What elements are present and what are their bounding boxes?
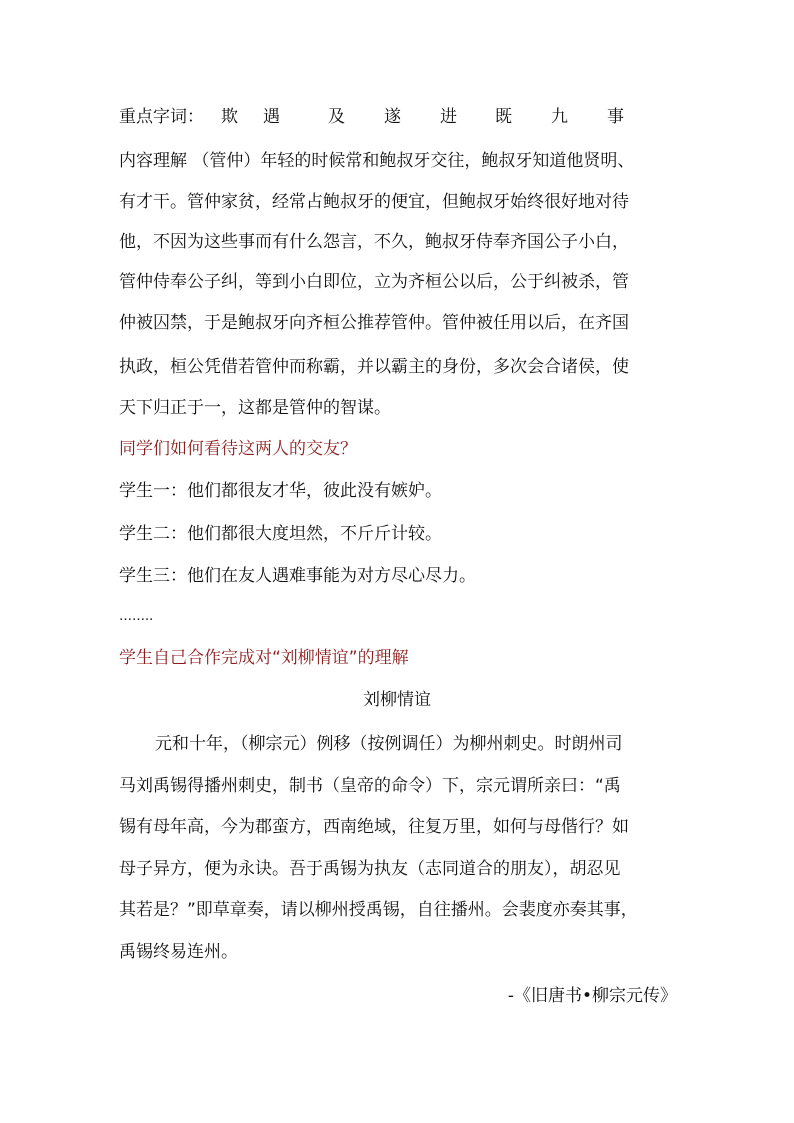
task-prompt: 学生自己合作完成对“刘柳情谊”的理解: [119, 648, 409, 668]
content-line: 管仲侍奉公子纠，等到小白即位，立为齐桓公以后，公于纠被杀，管: [119, 272, 629, 292]
passage-title: 刘柳情谊: [363, 690, 431, 710]
content-line: 天下归正于一，这都是管仲的智谋。: [119, 398, 391, 418]
content-line: 他，不因为这些事而有什么怨言，不久，鲍叔牙侍奉齐国公子小白，: [119, 232, 629, 252]
ellipsis: ……..: [119, 609, 154, 624]
passage-line: 马刘禹锡得播州刺史，制书（皇帝的命令）下，宗元谓所亲曰：“禹: [119, 776, 621, 796]
student-answer: 学生三：他们在友人遇难事能为对方尽心尽力。: [119, 566, 476, 586]
passage-line: 禹锡终易连州。: [119, 942, 238, 962]
content-line: 有才干。管仲家贫，经常占鲍叔牙的便宜，但鲍叔牙始终很好地对待: [119, 192, 629, 212]
discussion-question: 同学们如何看待这两人的交友？: [119, 439, 357, 459]
keyword: 遇: [263, 107, 280, 127]
passage-line: 锡有母年高，今为郡蛮方，西南绝域，往复万里，如何与母偕行？如: [119, 817, 629, 837]
content-line: 内容理解 （管仲）年轻的时候常和鲍叔牙交往，鲍叔牙知道他贤明、: [119, 151, 635, 171]
passage-line: 母子异方，便为永诀。吾于禹锡为执友（志同道合的朋友），胡忍见: [119, 859, 621, 879]
keyword: 进: [440, 107, 457, 127]
keyword: 既: [495, 107, 512, 127]
keyword: 欺: [221, 107, 238, 127]
passage-source: -《旧唐书•柳宗元传》: [507, 986, 677, 1006]
content-line: 执政，桓公凭借若管仲而称霸，并以霸主的身份，多次会合诸侯，使: [119, 357, 629, 377]
content-line: 仲被囚禁，于是鲍叔牙向齐桓公推荐管仲。管仲被任用以后，在齐国: [119, 313, 629, 333]
student-answer: 学生二：他们都很大度坦然，不斤斤计较。: [119, 524, 442, 544]
student-answer: 学生一：他们都很友才华，彼此没有嫉妒。: [119, 481, 442, 501]
keyword: 及: [328, 107, 345, 127]
passage-line: 其若是？”即草章奏，请以柳州授禹锡，自往播州。会裴度亦奏其事，: [119, 900, 638, 920]
keyword: 事: [607, 107, 624, 127]
keyword: 遂: [384, 107, 401, 127]
keyword: 九: [551, 107, 568, 127]
keywords-line: [119, 106, 624, 128]
passage-line: 元和十年，（柳宗元）例移（按例调任）为柳州刺史。时朗州司: [155, 734, 623, 754]
keywords-label: 重点字词：: [119, 107, 204, 127]
